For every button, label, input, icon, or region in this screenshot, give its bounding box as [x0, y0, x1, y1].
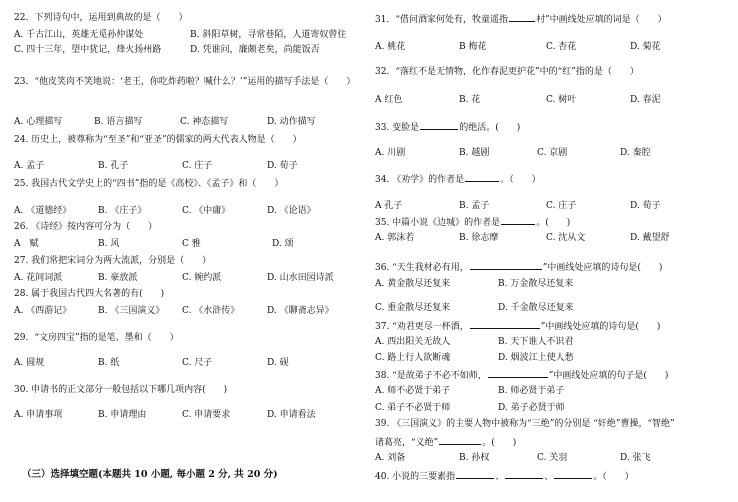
q31-option-a[interactable]: A. 桃花 [375, 42, 406, 52]
question-36-stem [375, 261, 731, 274]
q30-option-b[interactable]: B. 申请理由 [98, 410, 147, 420]
q22-option-c[interactable]: C. 四十三年，望中犹记，烽火扬州路 [14, 45, 162, 55]
q25-option-c[interactable]: C. 《中庸》 [182, 206, 231, 216]
question-23-stem: 23．“他皮笑肉不笑地说：‘老王，你吃炸药啦？喊什么？’”运用的描写手法是（ ） [14, 77, 356, 87]
q35-option-d[interactable]: D. 戴望舒 [630, 233, 670, 243]
q25-option-b[interactable]: B. 《庄子》 [98, 206, 147, 216]
q22-option-b[interactable]: B. 斜阳草树，寻常巷陌，人道寄奴曾住 [190, 30, 347, 40]
q39-option-d[interactable]: D. 张飞 [620, 453, 651, 463]
question-35-options [375, 233, 731, 244]
q26-option-c[interactable]: C 雅 [182, 239, 201, 249]
q27-option-b[interactable]: B. 豪放派 [98, 273, 138, 283]
question-26-options [14, 239, 362, 250]
q39-option-c[interactable]: C. 关羽 [537, 453, 568, 463]
q32-option-b[interactable]: B. 花 [459, 95, 481, 105]
q29-option-d[interactable]: D. 砚 [267, 358, 289, 368]
q40-blank-3[interactable] [554, 470, 592, 479]
question-23-options [14, 117, 362, 128]
q39-option-b[interactable]: B. 孙权 [459, 453, 490, 463]
question-25-stem: 25. 我国古代文学史上的“四书”指的是《高校》、《孟子》和（ ） [14, 179, 284, 189]
question-32-stem: 32．“落红不是无情物，化作春泥更护花”中的“红”指的是（ ） [375, 67, 639, 77]
q39-blank[interactable] [439, 436, 481, 445]
question-24-stem: 24. 历史上，被尊称为“至圣”和“亚圣”的儒家的两大代表人物是（ ） [14, 135, 302, 145]
q36-option-a[interactable]: A. 黄金散尽还复来 [375, 279, 451, 289]
q37-stem-a: 37. “劝君更尽一杯酒， [375, 322, 469, 332]
q40-sep-1: 、 [495, 472, 505, 482]
q35-stem-b: 。( ) [536, 218, 571, 228]
q40-blank-1[interactable] [456, 470, 494, 479]
q38-option-b[interactable]: B. 师必贤于弟子 [498, 386, 565, 396]
q32-option-c[interactable]: C. 树叶 [546, 95, 577, 105]
q34-option-d[interactable]: D. 荀子 [630, 201, 661, 211]
question-36-options-row2 [375, 303, 731, 314]
q31-blank[interactable] [509, 13, 535, 22]
q36-stem-b: ”中画线处应填的诗句是( ) [542, 263, 663, 273]
question-32-options [375, 95, 731, 106]
q26-option-d[interactable]: D. 颂 [272, 239, 294, 249]
q36-stem-a: 36. “天生我材必有用， [375, 263, 469, 273]
section-3-heading: （三）选择填空题(本题共 10 小题, 每小题 2 分, 共 20 分) [22, 469, 278, 480]
q28-option-d[interactable]: D. 《聊斋志异》 [267, 306, 334, 316]
q30-option-d[interactable]: D. 申请看法 [267, 410, 316, 420]
question-30-stem: 30. 申请书的正文部分一般包括以下哪几项内容( ) [14, 385, 228, 395]
question-27-options [14, 273, 362, 284]
q31-option-b[interactable]: B 梅花 [459, 42, 487, 52]
question-33-options [375, 148, 731, 159]
question-33-stem [375, 121, 731, 134]
q22-option-a[interactable]: A. 千古江山，英雄无觅孙仲谋处 [14, 30, 144, 40]
q33-stem-b: 的绝活。( ) [459, 123, 521, 133]
q33-option-a[interactable]: A. 川剧 [375, 148, 406, 158]
q31-option-d[interactable]: D. 菊花 [630, 42, 661, 52]
q39-stem-b: 诸葛亮，“义绝” [375, 438, 439, 448]
q35-stem-a: 35. 中篇小说《边城》的作者是 [375, 218, 501, 228]
question-29-options [14, 358, 362, 369]
q24-option-a[interactable]: A. 孟子 [14, 161, 45, 171]
q23-option-a[interactable]: A. 心理描写 [14, 117, 63, 127]
q29-option-c[interactable]: C. 尺子 [182, 358, 213, 368]
q34-option-b[interactable]: B. 孟子 [459, 201, 490, 211]
q26-option-a[interactable]: A 赋 [14, 239, 39, 249]
q26-option-b[interactable]: B. 风 [98, 239, 120, 249]
question-35-stem [375, 216, 731, 229]
q23-option-d[interactable]: D. 动作描写 [267, 117, 316, 127]
q37-option-a[interactable]: A. 西出阳关无故人 [375, 337, 451, 347]
question-27-stem: 27. 我们常把宋词分为两大流派，分别是（ ） [14, 256, 212, 266]
q27-option-c[interactable]: C. 婉约派 [182, 273, 222, 283]
question-24-options [14, 161, 362, 172]
q38-option-d[interactable]: D. 弟子必贤于师 [498, 403, 565, 413]
q35-blank[interactable] [501, 216, 535, 225]
q38-stem-b: ”中画线处应填的句子是( ) [548, 371, 669, 381]
q35-option-a[interactable]: A. 郭沫若 [375, 233, 415, 243]
q39-option-a[interactable]: A. 刘备 [375, 453, 406, 463]
question-31-options [375, 42, 731, 53]
question-39-options [375, 453, 731, 464]
question-34-stem [375, 173, 731, 186]
q37-blank[interactable] [470, 320, 540, 329]
question-38-options-row2 [375, 403, 731, 414]
question-39-stem-line2 [375, 436, 731, 449]
q28-option-b[interactable]: B. 《三国演义》 [98, 306, 165, 316]
q32-option-a[interactable]: A 红色 [375, 95, 403, 105]
question-38-stem [375, 369, 731, 382]
question-31-stem [375, 13, 731, 26]
q30-option-a[interactable]: A. 申请事项 [14, 410, 63, 420]
q24-option-c[interactable]: C. 庄子 [182, 161, 213, 171]
question-37-options-row1 [375, 337, 731, 348]
question-22-options-row2 [14, 45, 362, 56]
q36-option-c[interactable]: C. 重金散尽还复来 [375, 303, 451, 313]
q37-option-d[interactable]: D. 烟波江上使人愁 [498, 353, 574, 363]
q37-stem-b: ”中画线处应填的诗句是( ) [540, 322, 661, 332]
q40-end: 。（ ） [593, 472, 634, 482]
q33-stem-a: 33. 变脸是 [375, 123, 420, 133]
q30-option-c[interactable]: C. 申请要求 [182, 410, 231, 420]
q34-option-c[interactable]: C. 庄子 [546, 201, 577, 211]
q31-stem-b: 村”中画线处应填的词是（ ） [536, 15, 667, 25]
q23-option-c[interactable]: C. 神态描写 [180, 117, 229, 127]
q27-option-d[interactable]: D. 山水田园诗派 [267, 273, 334, 283]
question-25-options [14, 206, 362, 217]
question-26-stem: 26. 《诗经》按内容可分为（ ） [14, 222, 158, 232]
q37-option-b[interactable]: B. 天下谁人不识君 [498, 337, 574, 347]
question-22-stem: 22．下列诗句中，运用到典故的是（ ） [14, 13, 188, 23]
q31-stem-a: 31．“借问酒家何处有，牧童遥指 [375, 15, 509, 25]
q40-stem-a: 40. 小说的三要素指 [375, 472, 456, 482]
q28-option-c[interactable]: C. 《水浒传》 [182, 306, 240, 316]
q33-option-b[interactable]: B. 越剧 [459, 148, 490, 158]
q27-option-a[interactable]: A. 花间词派 [14, 273, 63, 283]
q39-stem-c: 。( ) [482, 438, 517, 448]
question-34-options [375, 201, 731, 212]
q24-option-b[interactable]: B. 孔子 [98, 161, 129, 171]
q36-blank[interactable] [470, 261, 542, 270]
q34-option-a[interactable]: A 孔子 [375, 201, 403, 211]
q40-blank-2[interactable] [505, 470, 543, 479]
q33-blank[interactable] [420, 121, 458, 130]
question-40-stem [375, 470, 731, 483]
question-36-options-row1 [375, 279, 731, 290]
q33-option-c[interactable]: C. 京剧 [537, 148, 568, 158]
question-22-options-row1 [14, 30, 362, 41]
q31-option-c[interactable]: C. 杏花 [546, 42, 577, 52]
question-38-options-row1 [375, 386, 731, 397]
q40-sep-2: 、 [544, 472, 554, 482]
question-37-stem [375, 320, 731, 333]
question-29-stem: 29．“文房四宝”指的是笔、墨和（ ） [14, 333, 179, 343]
question-30-options [14, 410, 362, 421]
q38-option-a[interactable]: A. 师不必贤于弟子 [375, 386, 451, 396]
q33-option-d[interactable]: D. 秦腔 [620, 148, 651, 158]
q36-option-d[interactable]: D. 千金散尽还复来 [498, 303, 574, 313]
q28-option-a[interactable]: A. 《西游记》 [14, 306, 72, 316]
q38-option-c[interactable]: C. 弟子不必贤于师 [375, 403, 451, 413]
q25-option-d[interactable]: D. 《论语》 [267, 206, 316, 216]
q25-option-a[interactable]: A. 《道德经》 [14, 206, 72, 216]
q37-option-c[interactable]: C. 路上行人欲断魂 [375, 353, 451, 363]
q23-option-b[interactable]: B. 语言描写 [94, 117, 143, 127]
q32-option-d[interactable]: D. 春泥 [630, 95, 661, 105]
q38-stem-a: 38. “是故弟子不必不如师， [375, 371, 487, 381]
q34-blank[interactable] [465, 173, 499, 182]
q29-option-b[interactable]: B. 纸 [98, 358, 120, 368]
q36-option-b[interactable]: B. 万金散尽还复来 [498, 279, 574, 289]
q35-option-b[interactable]: B. 徐志摩 [459, 233, 499, 243]
q29-option-a[interactable]: A. 圆规 [14, 358, 45, 368]
q34-stem-b: 。（ ） [500, 175, 541, 185]
question-39-stem-line1: 39. 《三国演义》的主要人物中被称为“三绝”的分别是 “奸绝”曹操，“智绝” [375, 419, 675, 429]
question-28-options [14, 306, 362, 317]
q38-blank[interactable] [488, 369, 548, 378]
q22-option-d[interactable]: D. 凭谁问，廉颇老矣，尚能饭否 [190, 45, 320, 55]
question-28-stem: 28. 属于我国古代四大名著的有( ) [14, 289, 165, 299]
question-37-options-row2 [375, 353, 731, 364]
q24-option-d[interactable]: D. 荀子 [267, 161, 298, 171]
q34-stem-a: 34. 《劝学》的作者是 [375, 175, 465, 185]
q35-option-c[interactable]: C. 沈从文 [546, 233, 586, 243]
